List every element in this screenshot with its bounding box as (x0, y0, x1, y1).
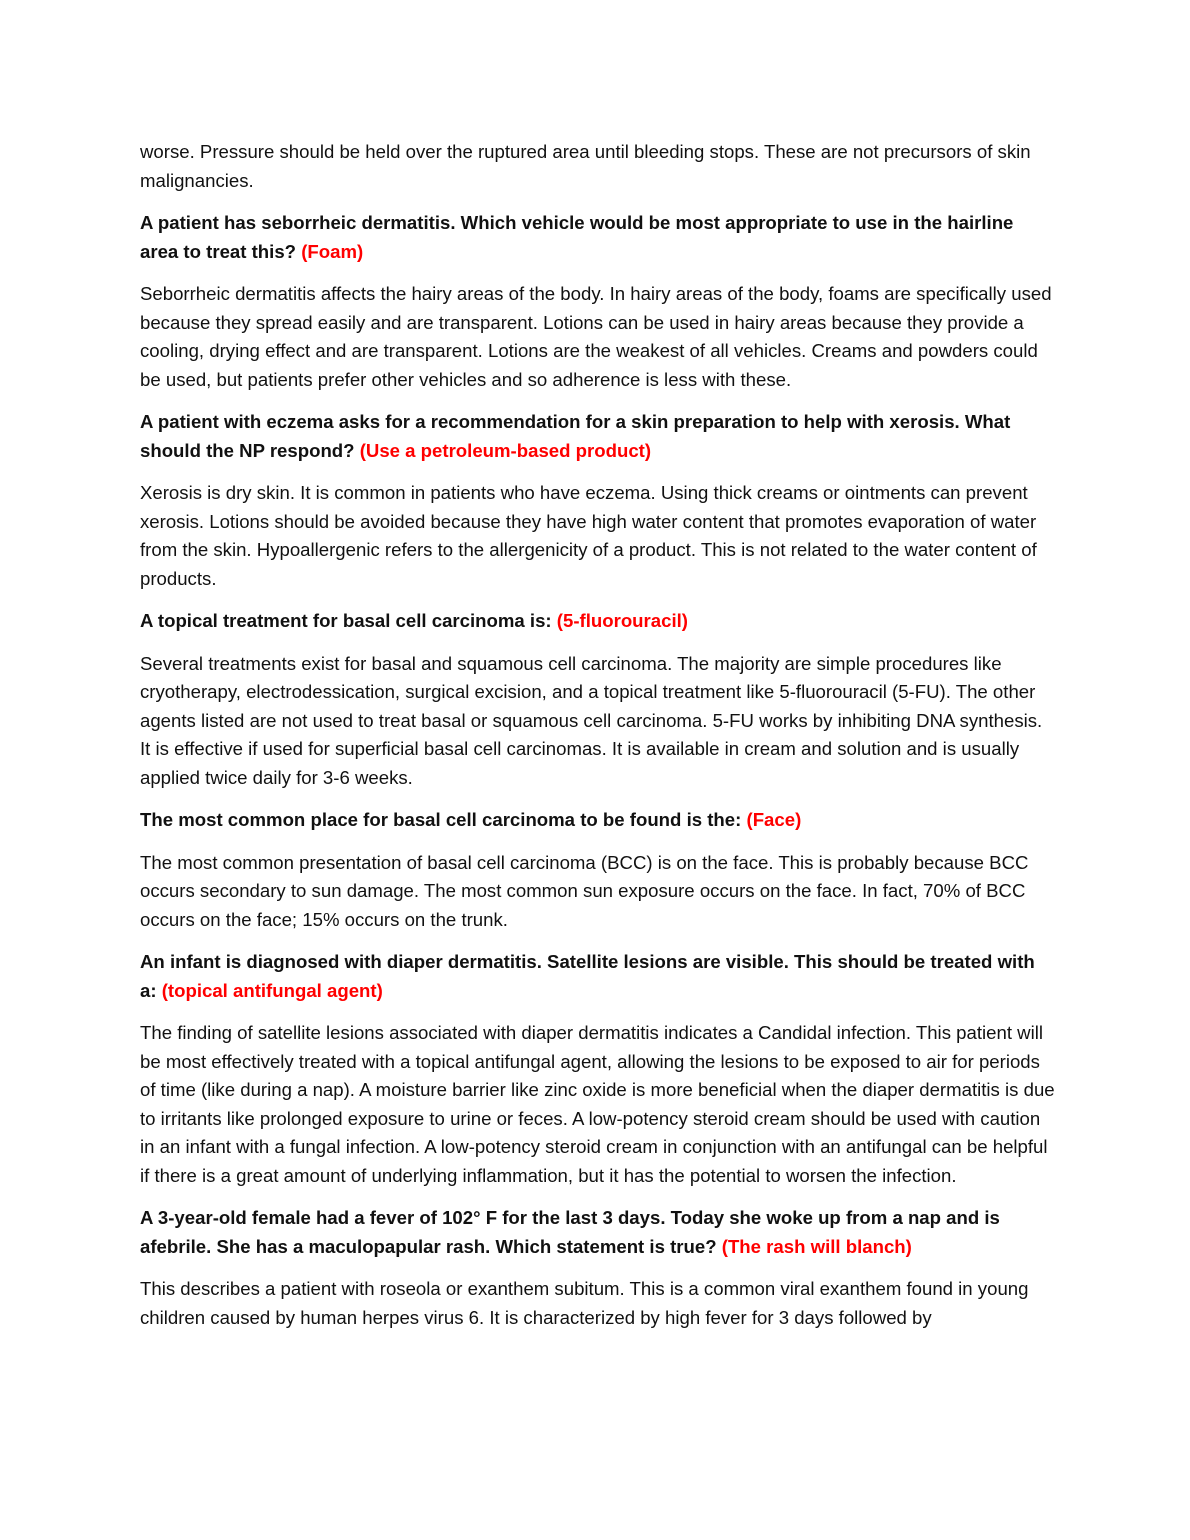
answer-1: (Foam) (301, 240, 364, 262)
answer-2: (Use a petroleum-based product) (359, 439, 652, 461)
page-content (140, 138, 1055, 1346)
answer-5: (topical antifungal agent) (161, 979, 383, 1001)
explanation-5: The finding of satellite lesions associated with diaper dermatitis indicates a Candidal infection. This patient will be most effectively treated with a topical antifungal agent, allowing the lesions to be exposed to air for periods of time (like during a nap). A moisture barrier like zinc oxide is more beneficial when the diaper dermatitis is due to irritants like prolonged exposure to urine or feces. A low-potency steroid cream should be used with caution in an infant with a fungal infection. A low-potency steroid cream in conjunction with an antifungal can be helpful if there is a great amount of underlying inflammation, but it has the potential to worsen the infection. (140, 1022, 1055, 1186)
explanation-4: The most common presentation of basal cell carcinoma (BCC) is on the face. This is probably because BCC occurs secondary to sun damage. The most common sun exposure occurs on the face. In fact, 70% of BCC occurs on the face; 15% occurs on the trunk. (140, 851, 1029, 930)
explanation-3: Several treatments exist for basal and squamous cell carcinoma. The majority are simple procedures like cryotherapy, electrodessication, surgical excision, and a topical treatment like 5-fluorouracil (5-FU). The other agents listed are not used to treat basal or squamous cell carcinoma. 5-FU works by inhibiting DNA synthesis. It is effective if used for superficial basal cell carcinomas. It is available in cream and solution and is usually applied twice daily for 3-6 weeks. (140, 652, 1043, 788)
question-2 (140, 408, 1055, 465)
question-2-text: A patient with eczema asks for a recommendation for a skin preparation to help with xerosis. What should the NP respond? (140, 411, 1011, 461)
explanation-2: Xerosis is dry skin. It is common in patients who have eczema. Using thick creams or ointments can prevent xerosis. Lotions should be avoided because they have high water content that promotes evaporation of water from the skin. Hypoallergenic refers to the allergenicity of a product. This is not related to the water content of products. (140, 482, 1037, 589)
question-5-text: An infant is diagnosed with diaper dermatitis. Satellite lesions are visible. This should be treated with a: (140, 951, 1035, 1001)
answer-4: (Face) (746, 809, 802, 830)
question-1 (140, 209, 1055, 266)
question-3-text: A topical treatment for basal cell carcinoma is: (140, 610, 552, 631)
question-3 (140, 607, 1055, 636)
question-1-text: A patient has seborrheic dermatitis. Which vehicle would be most appropriate to use in the hairline area to treat this? (140, 212, 1014, 262)
question-6 (140, 1204, 1055, 1261)
question-6-text: A 3-year-old female had a fever of 102° F for the last 3 days. Today she woke up from a nap and is afebrile. She has a maculopapular rash. Which statement is true? (140, 1207, 1000, 1257)
explanation-1: Seborrheic dermatitis affects the hairy areas of the body. In hairy areas of the body, foams are specifically used because they spread easily and are transparent. Lotions can be used in hairy areas because they provide a cooling, drying effect and are transparent. Lotions are the weakest of all vehicles. Creams and powders could be used, but patients prefer other vehicles and so adherence is less with these. (140, 283, 1052, 390)
answer-3: (5-fluorouracil) (556, 610, 688, 631)
question-5 (140, 948, 1055, 1005)
explanation-6: This describes a patient with roseola or exanthem subitum. This is a common viral exanthem found in young children caused by human herpes virus 6. It is characterized by high fever for 3 days followed by (140, 1278, 1029, 1328)
question-4-text: The most common place for basal cell carcinoma to be found is the: (140, 809, 742, 830)
intro-paragraph: worse. Pressure should be held over the ruptured area until bleeding stops. These are not precursors of skin malignancies. (140, 141, 1031, 191)
question-4 (140, 806, 1055, 835)
answer-6: (The rash will blanch) (721, 1235, 912, 1257)
